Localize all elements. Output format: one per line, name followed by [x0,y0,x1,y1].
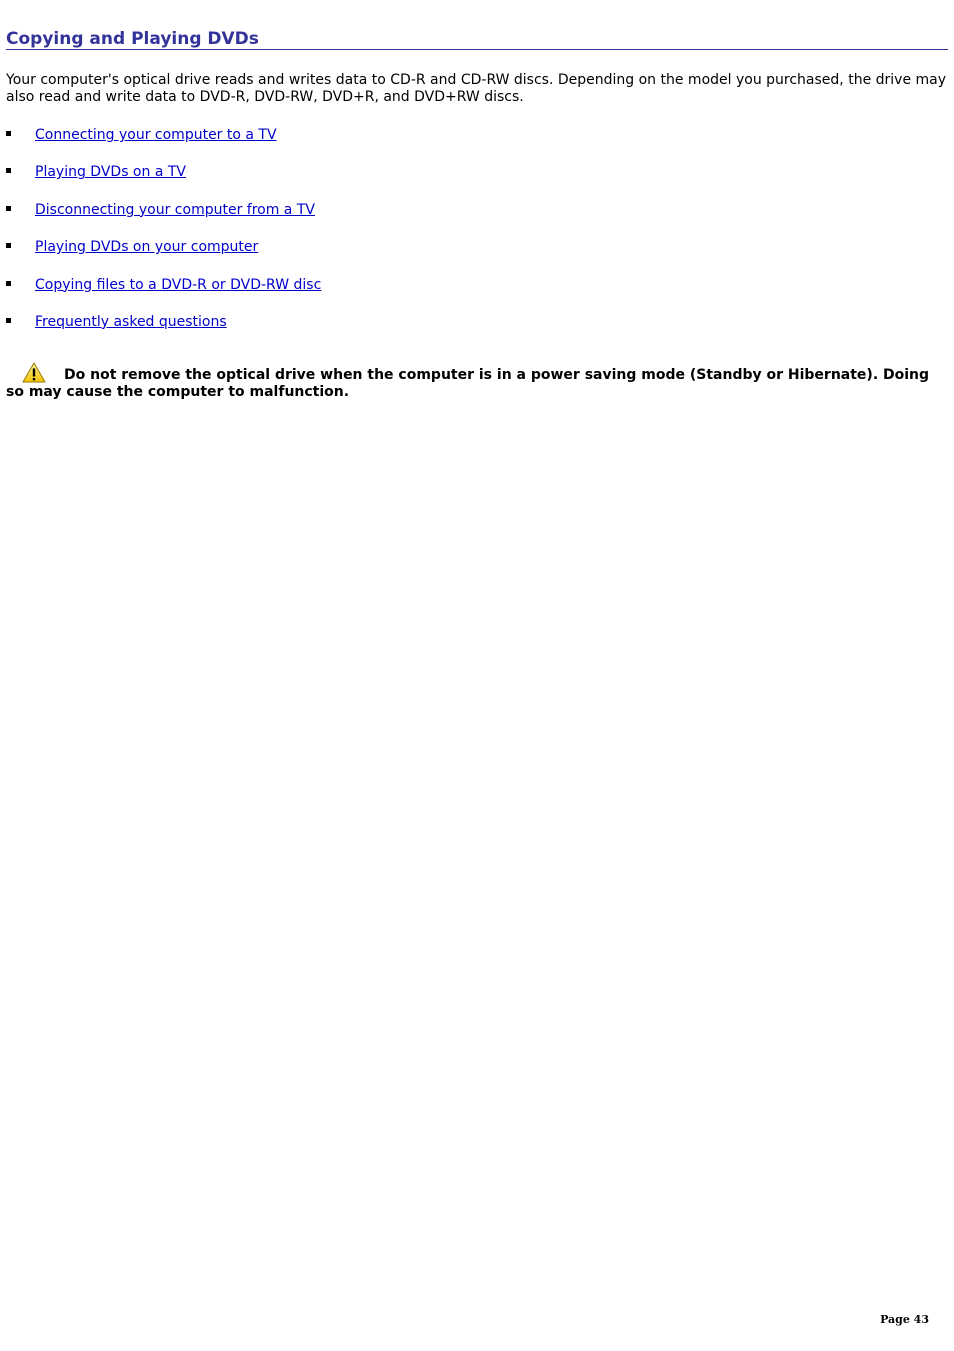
bullet-square-icon [6,281,11,286]
bullet-square-icon [6,243,11,248]
link-frequently-asked-questions[interactable]: Frequently asked questions [35,313,227,330]
link-connecting-computer-to-tv[interactable]: Connecting your computer to a TV [35,127,277,143]
link-playing-dvds-on-computer[interactable]: Playing DVDs on your computer [35,239,259,256]
bullet-square-icon [6,168,11,173]
bullet-square-icon [6,318,11,323]
warning-text: Do not remove the optical drive when the computer is in a power saving mode (Standby or Hibernate). Doing so may cause the computer to malfunction. [6,367,930,400]
link-copying-files-to-dvd[interactable]: Copying files to a DVD-R or DVD-RW disc [35,276,322,293]
link-playing-dvds-on-tv[interactable]: Playing DVDs on a TV [35,164,186,181]
bullet-square-icon [6,131,11,136]
page-number: Page 43 [880,1313,929,1326]
warning-icon [22,362,46,383]
bullet-square-icon [6,206,11,211]
warning-note [6,362,948,401]
link-disconnecting-computer-from-tv[interactable]: Disconnecting your computer from a TV [35,201,315,218]
intro-paragraph: Your computer's optical drive reads and writes data to CD-R and CD-RW discs. Depending on the model you purchased, the drive may also read and write data to DVD-R, DVD-RW, DVD+R, and DVD+RW discs. [6,72,947,105]
page-title: Copying and Playing DVDs [6,29,948,50]
